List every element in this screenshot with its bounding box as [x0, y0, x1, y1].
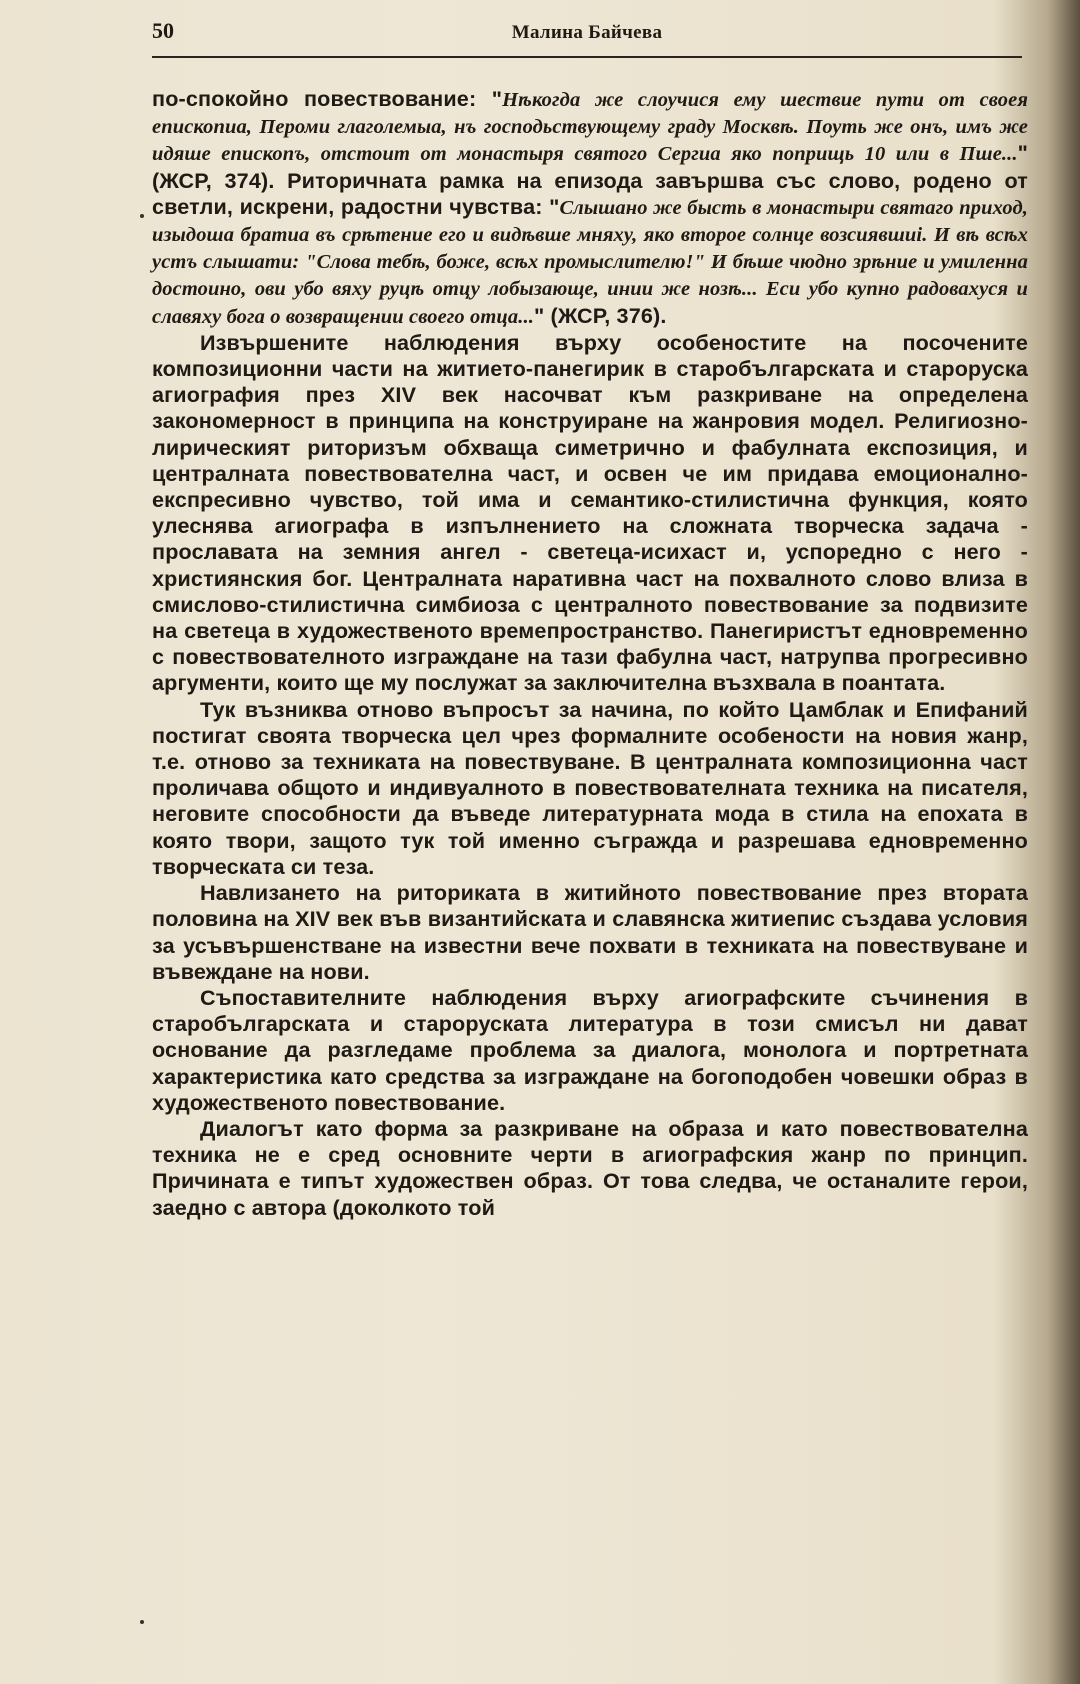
paragraph-text: Съпоставителните наблюдения върху агиографските съчинения в старобългарската и староруската литература в този смисъл ни дават основание да разгледаме проблема за диалога, монолога и портретната характеристика като средства за изграждане на богоподобен човешки образ в художественото повествование.	[152, 984, 1028, 1115]
paragraph-text: Извършените наблюдения върху особеностите на посочените композиционни части на житието-панегирик в старобългарската и староруска агиография през XIV век насочват към разкриване на определена закономерност в принципа на конструиране на жанровия модел. Религиозно-лирическият риторизъм обхваща симетрично и фабулната експозиция, и централната повествователна част, и освен че им придава емоционално-експресивно чувство, той има и семантико-стилистична функция, която улеснява агиографа в изпълнението на сложната творческа задача - прославата на земния ангел - светеца-исихаст и, успоредно с него - християнския бог. Централната наративна част на похвалното слово влиза в смислово-стилистична симбиоза с централното повествование за подвизите на светеца в художественото времепространство. Панегиристът едновременно с повествователното изграждане на тази фабулна част, натрупва прогресивно аргументи, които ще му послужат за заключителна възхвала в поантата.	[152, 329, 1028, 696]
paragraph-text: " (ЖСР, 376).	[533, 302, 667, 328]
body-text	[152, 86, 1028, 1221]
paragraph	[152, 985, 1028, 1116]
page-header	[152, 18, 1022, 58]
paragraph	[152, 697, 1028, 880]
margin-speck	[140, 1620, 144, 1624]
slavonic-quotation: Слышано же бысть в монастыри святаго приход, изыдоша братиа въ срѣтение его и видѣвше мняху, яко второе солнце возсиявшиi. И вѣ всѣх устъ слышати: "Слова тебѣ, боже, всѣх промыслителю!" И бѣше чюдно зрѣние и умиленна достоино, ови убо вяху руцѣ отцу лобызающе, инии же нозѣ... Еси убо купно радовахуся и славяху бога о возвращении своего отца...	[152, 196, 1028, 328]
paragraph	[152, 880, 1028, 985]
paragraph-text: Диалогът като форма за разкриване на образа и като повествователна техника не е сред основните черти в агиографския жанр по принцип. Причината е типът художествен образ. От това следва, че останалите герои, заедно с автора (доколкото той	[152, 1115, 1028, 1220]
paragraph-text: Навлизането на риториката в житийното повествование през втората половина на XIV век във византийската и славянска житиепис създава условия за усъвършенстване на известни вече похвати в техниката на повествуване и въвеждане на нови.	[152, 880, 1028, 984]
paragraph-text: по-спокойно повествование: "	[152, 86, 503, 111]
margin-speck	[140, 214, 144, 218]
header-rule	[152, 56, 1022, 58]
paragraph-text: " (ЖСР, 374). Риторичната рамка на епизода завършва със слово, родено от светли, искрени, радостни чувства: "	[152, 140, 1028, 219]
slavonic-quotation: Нѣкогда же слоучися ему шествие пути от своея епископиа, Пероми глаголемыа, нъ господьствующему граду Москвѣ. Поуть же онъ, имъ же идяше епископъ, отстоит от монастыря святого Сергиа яко поприщь 10 или в Пше...	[152, 89, 1028, 166]
paragraph-text: Тук възниква отново въпросът за начина, по който Цамблак и Епифаний постигат своята творческа цел чрез формалните особености на новия жанр, т.е. отново за техниката на повествуване. В централната композиционна част проличава общото и индивуалното в повествователната техника на писателя, неговите способности да въведе литературната мода в стила на епохата в която твори, защото тук той именно съгражда и разрешава едновременно творческата си теза.	[152, 696, 1028, 879]
running-head: Малина Байчева	[511, 22, 663, 43]
paragraph	[152, 86, 1028, 330]
page-number: 50	[152, 18, 174, 43]
paragraph	[152, 330, 1028, 697]
paragraph	[152, 1116, 1028, 1221]
